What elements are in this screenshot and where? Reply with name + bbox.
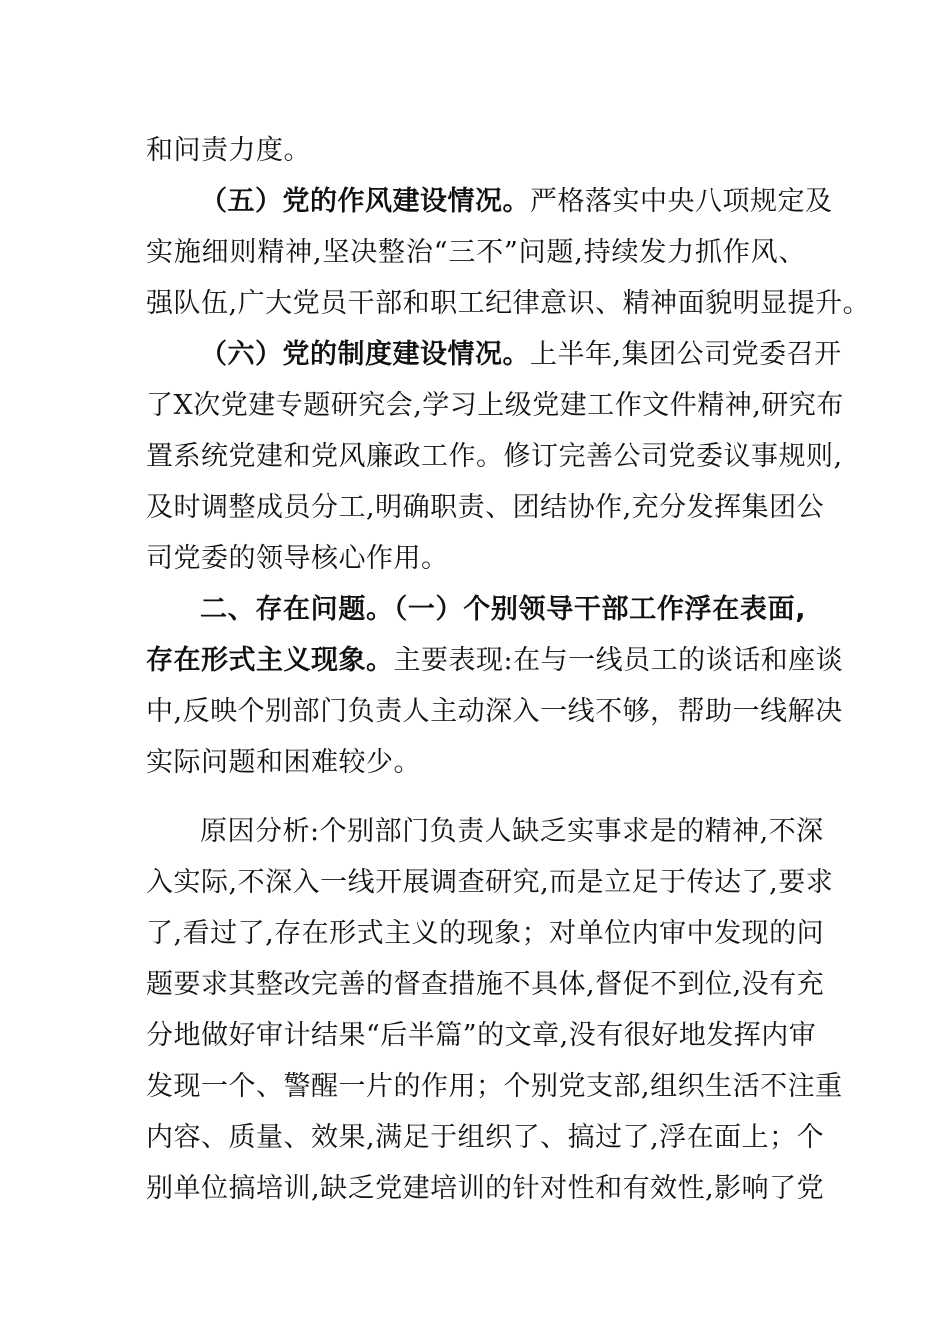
- text-line: [146, 1120, 825, 1156]
- line-text: 和问责力度。: [146, 135, 311, 166]
- section-heading-6: （六）党的制度建设情况。: [200, 339, 530, 370]
- line-text: 别单位搞培训,缺乏党建培训的针对性和有效性,影响了党: [146, 1173, 825, 1204]
- line-text: 强队伍,广大党员干部和职工纪律意识、精神面貌明显提升。: [146, 288, 871, 319]
- text-line: [146, 439, 843, 475]
- section-heading-line: [200, 592, 806, 628]
- section-heading-problem-1: 存在形式主义现象。: [146, 645, 394, 676]
- section-heading-problems: 二、存在问题。（一）个别领导干部工作浮在表面,: [200, 594, 806, 625]
- line-text: 上半年,集团公司党委召开: [530, 339, 842, 370]
- text-line: [146, 916, 825, 952]
- line-text: 了X次党建专题研究会,学习上级党建工作文件精神,研究布: [146, 390, 844, 421]
- line-text: 实际问题和困难较少。: [146, 747, 421, 778]
- text-line: [146, 865, 834, 901]
- text-line: [146, 541, 806, 577]
- text-line: [146, 235, 806, 271]
- text-line: [146, 1171, 825, 1207]
- section-heading-line: [146, 643, 844, 679]
- section-heading-5: （五）党的作风建设情况。: [200, 186, 530, 217]
- line-text: 置系统党建和党风廉政工作。修订完善公司党委议事规则,: [146, 441, 843, 472]
- section-heading-line: [200, 184, 833, 220]
- text-line: [146, 1069, 843, 1105]
- line-text: 原因分析:个别部门负责人缺乏实事求是的精神,不深: [200, 816, 824, 847]
- text-line: [200, 814, 824, 850]
- line-text: 及时调整成员分工,明确职责、团结协作,充分发挥集团公: [146, 492, 825, 523]
- text-line: [146, 694, 843, 730]
- line-text: 实施细则精神,坚决整治“三不”问题,持续发力抓作风、: [146, 237, 806, 268]
- text-line: [146, 133, 806, 169]
- line-text: 发现一个、警醒一片的作用；个别党支部,组织生活不注重: [146, 1071, 843, 1102]
- line-text: 入实际,不深入一线开展调查研究,而是立足于传达了,要求: [146, 867, 834, 898]
- line-text: 分地做好审计结果“后半篇”的文章,没有很好地发挥内审: [146, 1020, 817, 1051]
- text-line: [146, 388, 844, 424]
- line-text: 了,看过了,存在形式主义的现象；对单位内审中发现的问: [146, 918, 825, 949]
- text-line: [146, 745, 806, 781]
- line-text: 题要求其整改完善的督查措施不具体,督促不到位,没有充: [146, 969, 825, 1000]
- line-text: 司党委的领导核心作用。: [146, 543, 449, 574]
- line-text: 严格落实中央八项规定及: [530, 186, 833, 217]
- text-line: [146, 1018, 817, 1054]
- line-text: 主要表现:在与一线员工的谈话和座谈: [393, 645, 844, 676]
- section-heading-line: [200, 337, 842, 373]
- text-line: [146, 967, 825, 1003]
- line-text: 内容、质量、效果,满足于组织了、搞过了,浮在面上；个: [146, 1122, 825, 1153]
- text-line: [146, 490, 825, 526]
- text-line: [146, 286, 871, 322]
- line-text: 中,反映个别部门负责人主动深入一线不够，帮助一线解决: [146, 696, 843, 727]
